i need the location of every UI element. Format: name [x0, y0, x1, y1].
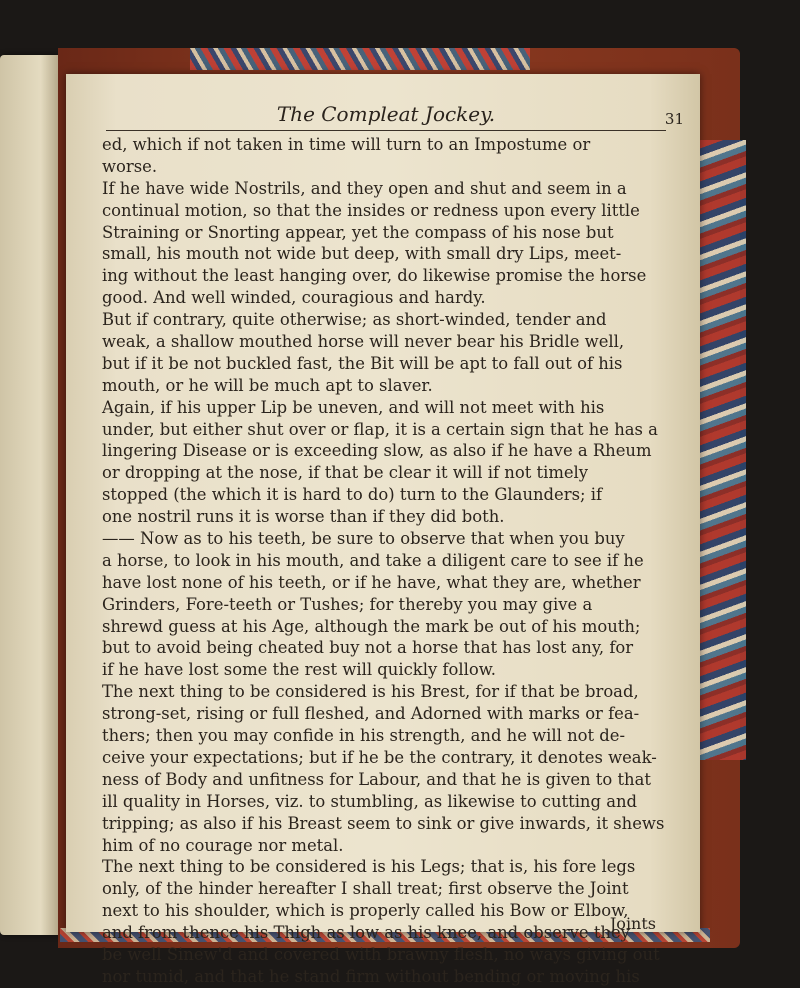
text-line: Again, if his upper Lip be uneven, and will not meet with his [102, 397, 605, 417]
text-line: but if it be not buckled fast, the Bit will be apt to fall out of his [102, 353, 623, 373]
text-line: one nostril runs it is worse than if they did both. [102, 507, 505, 527]
text-line: continual motion, so that the insides or redness upon every little [102, 200, 640, 220]
text-line: a horse, to look in his mouth, and take a diligent care to see if he [102, 550, 644, 570]
text-line: mouth, or he will be much apt to slaver. [102, 375, 433, 395]
page-number: 31 [664, 110, 684, 128]
text-line: —— Now as to his teeth, be sure to observe that when you buy [102, 529, 625, 549]
text-line: ed, which if not taken in time will turn to an Impostume or [102, 135, 591, 154]
text-line: stopped (the which it is hard to do) turn to the Glaunders; if [102, 485, 603, 505]
text-line: nor tumid, and that he stand firm without bending or moving his [102, 966, 640, 986]
catchword: Joints [609, 914, 656, 933]
body-text [102, 134, 670, 988]
text-line: ill quality in Horses, viz. to stumbling, as likewise to cutting and [102, 791, 638, 811]
text-line: But if contrary, quite otherwise; as short-winded, tender and [102, 310, 607, 330]
book-page [66, 74, 700, 986]
text-line: ness of Body and unfitness for Labour, and that he is given to that [102, 769, 651, 789]
text-line: The next thing to be considered is his Legs; that is, his fore legs [102, 857, 636, 877]
text-line: weak, a shallow mouthed horse will never bear his Bridle well, [102, 332, 625, 352]
text-line: thers; then you may confide in his strength, and he will not de- [102, 726, 626, 746]
text-line: If he have wide Nostrils, and they open and shut and seem in a [102, 178, 627, 198]
text-line: or dropping at the nose, if that be clear it will if not timely [102, 463, 589, 483]
text-line: lingering Disease or is exceeding slow, as also if he have a Rheum [102, 441, 652, 461]
marbled-endpaper-side [700, 140, 746, 760]
text-line: if he have lost some the rest will quickly follow. [102, 660, 496, 680]
text-line: only, of the hinder hereafter I shall treat; first observe the Joint [102, 879, 629, 899]
text-line: next to his shoulder, which is properly called his Bow or Elbow, [102, 901, 629, 921]
text-line: The next thing to be considered is his Brest, for if that be broad, [102, 682, 639, 702]
running-title: The Compleat Jockey. [276, 102, 496, 126]
text-line: and from thence his Thigh as low as his knee, and observe they [102, 923, 630, 943]
text-line: but to avoid being cheated buy not a horse that has lost any, for [102, 638, 634, 658]
text-line: under, but either shut over or flap, it is a certain sign that he has a [102, 419, 658, 439]
marbled-endpaper-top [190, 48, 530, 70]
text-line: strong-set, rising or full fleshed, and Adorned with marks or fea- [102, 704, 640, 724]
text-line: Straining or Snorting appear, yet the compass of his nose but [102, 222, 614, 242]
text-line: small, his mouth not wide but deep, with small dry Lips, meet- [102, 244, 622, 264]
text-line: have lost none of his teeth, or if he have, what they are, whether [102, 572, 641, 592]
header-rule [106, 130, 666, 131]
text-line: ceive your expectations; but if he be the contrary, it denotes weak- [102, 747, 657, 767]
text-line: be well Sinew'd and covered with brawny flesh, no ways giving out [102, 944, 660, 964]
text-line: Grinders, Fore-teeth or Tushes; for thereby you may give a [102, 594, 593, 614]
text-line: tripping; as also if his Breast seem to sink or give inwards, it shews [102, 813, 665, 833]
text-line: him of no courage nor metal. [102, 835, 344, 855]
text-line: worse. [102, 156, 158, 176]
left-page-edge [0, 55, 58, 935]
text-line: good. And well winded, couragious and hardy. [102, 288, 486, 308]
text-line: shrewd guess at his Age, although the mark be out of his mouth; [102, 616, 641, 636]
text-line: ing without the least hanging over, do likewise promise the horse [102, 266, 647, 286]
